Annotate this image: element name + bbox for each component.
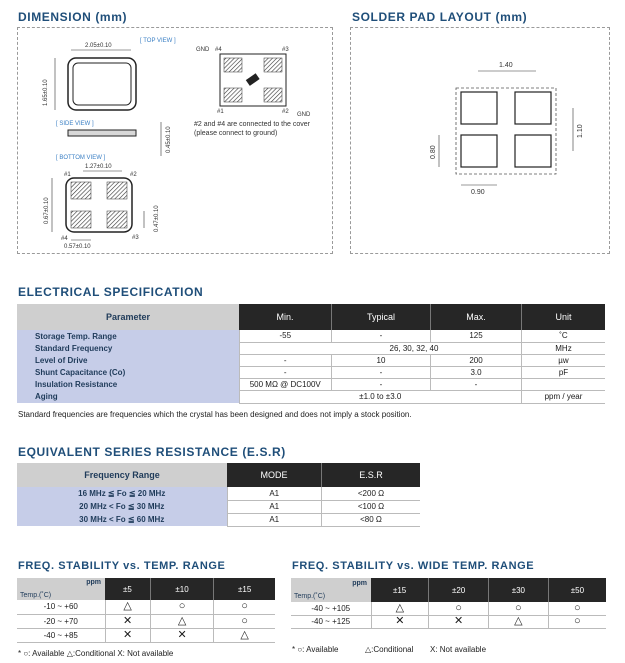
row-label: Insulation Resistance xyxy=(17,378,239,390)
cell xyxy=(522,378,606,390)
corner-ppm: ppm xyxy=(86,579,101,586)
solder-pitch-y: 1.10 xyxy=(577,124,584,138)
stab-symbol: ✕ xyxy=(429,615,489,628)
electrical-footnote: Standard frequencies are frequencies which the crystal has been designed and does not imply a stock position. xyxy=(18,410,412,419)
stab-symbol: △ xyxy=(488,615,548,628)
row-label: 16 MHz ≦ Fo ≦ 20 MHz xyxy=(17,487,227,500)
row-label: -10 ~ +60 xyxy=(17,600,105,614)
row-label: -20 ~ +70 xyxy=(17,614,105,628)
cell: ppm / year xyxy=(522,390,606,403)
freq-stab-table xyxy=(17,578,275,643)
solder-title: SOLDER PAD LAYOUT (mm) xyxy=(352,10,528,24)
side-height-dim: 0.45±0.10 xyxy=(166,126,172,153)
stab-symbol: ○ xyxy=(429,602,489,615)
cell: <80 Ω xyxy=(322,513,421,526)
col-header: ±10 xyxy=(150,578,213,600)
bottom-pin2-label: #2 xyxy=(130,172,137,178)
col-header: ±30 xyxy=(488,578,548,602)
solder-pad-w: 0.90 xyxy=(471,189,485,196)
corner-header xyxy=(291,578,371,602)
side-view-label: [ SIDE VIEW ] xyxy=(56,121,94,127)
legend-available: * ○: Available xyxy=(292,645,339,654)
cell: - xyxy=(239,354,332,366)
dimension-drawing xyxy=(18,28,332,253)
bottom-pin3-label: #3 xyxy=(132,235,139,241)
cell: -55 xyxy=(239,330,332,342)
col-header: ±50 xyxy=(548,578,606,602)
solder-pad xyxy=(461,135,497,167)
bottom-pitch-dim: 1.27±0.10 xyxy=(85,164,112,170)
row-label: -40 ~ +125 xyxy=(291,615,371,628)
stab-symbol: ○ xyxy=(548,602,606,615)
row-label: Shunt Capacitance (Co) xyxy=(17,366,239,378)
col-header: MODE xyxy=(227,463,322,487)
legend-not-available: X: Not available xyxy=(430,645,487,654)
cell: - xyxy=(239,366,332,378)
cell: - xyxy=(332,330,431,342)
row-label: Storage Temp. Range xyxy=(17,330,239,342)
solder-pad xyxy=(515,135,551,167)
esr-title: EQUIVALENT SERIES RESISTANCE (E.S.R) xyxy=(18,445,286,459)
row-label: 30 MHz < Fo ≦ 60 MHz xyxy=(17,513,227,526)
col-header: Min. xyxy=(239,304,332,330)
solder-panel xyxy=(350,27,610,254)
side-view-body xyxy=(68,130,136,136)
stab-symbol: ○ xyxy=(214,614,275,628)
pin3-label: #3 xyxy=(282,47,289,53)
cell: µw xyxy=(522,354,606,366)
freq-stab-legend: * ○: Available △:Conditional X: Not available xyxy=(18,649,174,658)
col-header: ±20 xyxy=(429,578,489,602)
cell: A1 xyxy=(227,500,322,513)
cell: - xyxy=(431,378,522,390)
stab-symbol: ○ xyxy=(214,600,275,614)
solder-pad xyxy=(515,92,551,124)
freq-stab-wide-table xyxy=(291,578,606,629)
cell: <200 Ω xyxy=(322,487,421,500)
row-label: -40 ~ +85 xyxy=(17,628,105,642)
col-header: Max. xyxy=(431,304,522,330)
row-label: 20 MHz < Fo ≦ 30 MHz xyxy=(17,500,227,513)
cell: pF xyxy=(522,366,606,378)
stab-symbol: ✕ xyxy=(371,615,429,628)
row-label: Standard Frequency xyxy=(17,342,239,354)
cell: A1 xyxy=(227,487,322,500)
esr-table xyxy=(17,463,420,527)
stab-symbol: ✕ xyxy=(105,614,150,628)
pin1-label: #1 xyxy=(217,109,224,115)
col-header: Typical xyxy=(332,304,431,330)
bottom-pin1-label: #1 xyxy=(64,172,71,178)
stab-symbol: ○ xyxy=(150,600,213,614)
cover-note-1: #2 and #4 are connected to the cover xyxy=(194,121,310,128)
bottom-pad-w-dim: 0.57±0.10 xyxy=(64,244,91,250)
dimension-title: DIMENSION (mm) xyxy=(18,10,128,24)
gnd-right-label: GND xyxy=(297,112,311,118)
bottom-view-label: [ BOTTOM VIEW ] xyxy=(56,155,106,161)
electrical-table xyxy=(17,304,605,404)
solder-pad xyxy=(461,92,497,124)
corner-ppm: ppm xyxy=(352,580,367,587)
solder-drawing xyxy=(351,28,609,253)
col-header: ±5 xyxy=(105,578,150,600)
stab-symbol: △ xyxy=(150,614,213,628)
col-header: E.S.R xyxy=(322,463,421,487)
cell: 10 xyxy=(332,354,431,366)
col-header: Parameter xyxy=(17,304,239,330)
stab-symbol: △ xyxy=(214,628,275,642)
corner-temp: Temp.(˚C) xyxy=(20,592,52,599)
cell: ˚C xyxy=(522,330,606,342)
stab-symbol: ○ xyxy=(488,602,548,615)
top-height-dim: 1.65±0.10 xyxy=(43,79,49,106)
cell: ±1.0 to ±3.0 xyxy=(239,390,522,403)
stab-symbol: △ xyxy=(105,600,150,614)
stab-symbol: ✕ xyxy=(105,628,150,642)
freq-stab-title: FREQ. STABILITY vs. TEMP. RANGE xyxy=(18,560,226,572)
cell: A1 xyxy=(227,513,322,526)
col-header: ±15 xyxy=(214,578,275,600)
stab-symbol: ○ xyxy=(548,615,606,628)
col-header: Frequency Range xyxy=(17,463,227,487)
row-label: -40 ~ +105 xyxy=(291,602,371,615)
cell: 200 xyxy=(431,354,522,366)
electrical-title: ELECTRICAL SPECIFICATION xyxy=(18,285,204,299)
row-label: Aging xyxy=(17,390,239,403)
row-label: Level of Drive xyxy=(17,354,239,366)
dimension-panel xyxy=(17,27,333,254)
cell: - xyxy=(332,366,431,378)
bottom-height-dim: 0.67±0.10 xyxy=(44,197,50,224)
cover-note-2: (please connect to ground) xyxy=(194,130,278,137)
solder-pitch-x: 1.40 xyxy=(499,62,513,69)
col-header: Unit xyxy=(522,304,606,330)
cell: 26, 30, 32, 40 xyxy=(239,342,522,354)
legend-conditional: △:Conditional xyxy=(365,645,414,654)
freq-stab-wide-title: FREQ. STABILITY vs. WIDE TEMP. RANGE xyxy=(292,560,535,572)
top-view-lid xyxy=(73,63,131,105)
cell: 500 MΩ @ DC100V xyxy=(239,378,332,390)
pin4-label: #4 xyxy=(215,47,222,53)
bottom-pad-h-dim: 0.47±0.10 xyxy=(154,205,160,232)
pin2-label: #2 xyxy=(282,109,289,115)
stab-symbol: △ xyxy=(371,602,429,615)
stab-symbol: ✕ xyxy=(150,628,213,642)
cell: 3.0 xyxy=(431,366,522,378)
corner-header xyxy=(17,578,105,600)
top-width-dim: 2.05±0.10 xyxy=(85,43,112,49)
cell: MHz xyxy=(522,342,606,354)
solder-pad-h: 0.80 xyxy=(430,145,437,159)
top-view-label: [ TOP VIEW ] xyxy=(140,38,176,44)
corner-temp: Temp.(˚C) xyxy=(294,593,326,600)
gnd-left-label: GND xyxy=(196,47,210,53)
bottom-pin4-label: #4 xyxy=(61,236,68,242)
cell: 125 xyxy=(431,330,522,342)
cell: <100 Ω xyxy=(322,500,421,513)
col-header: ±15 xyxy=(371,578,429,602)
cell: - xyxy=(332,378,431,390)
